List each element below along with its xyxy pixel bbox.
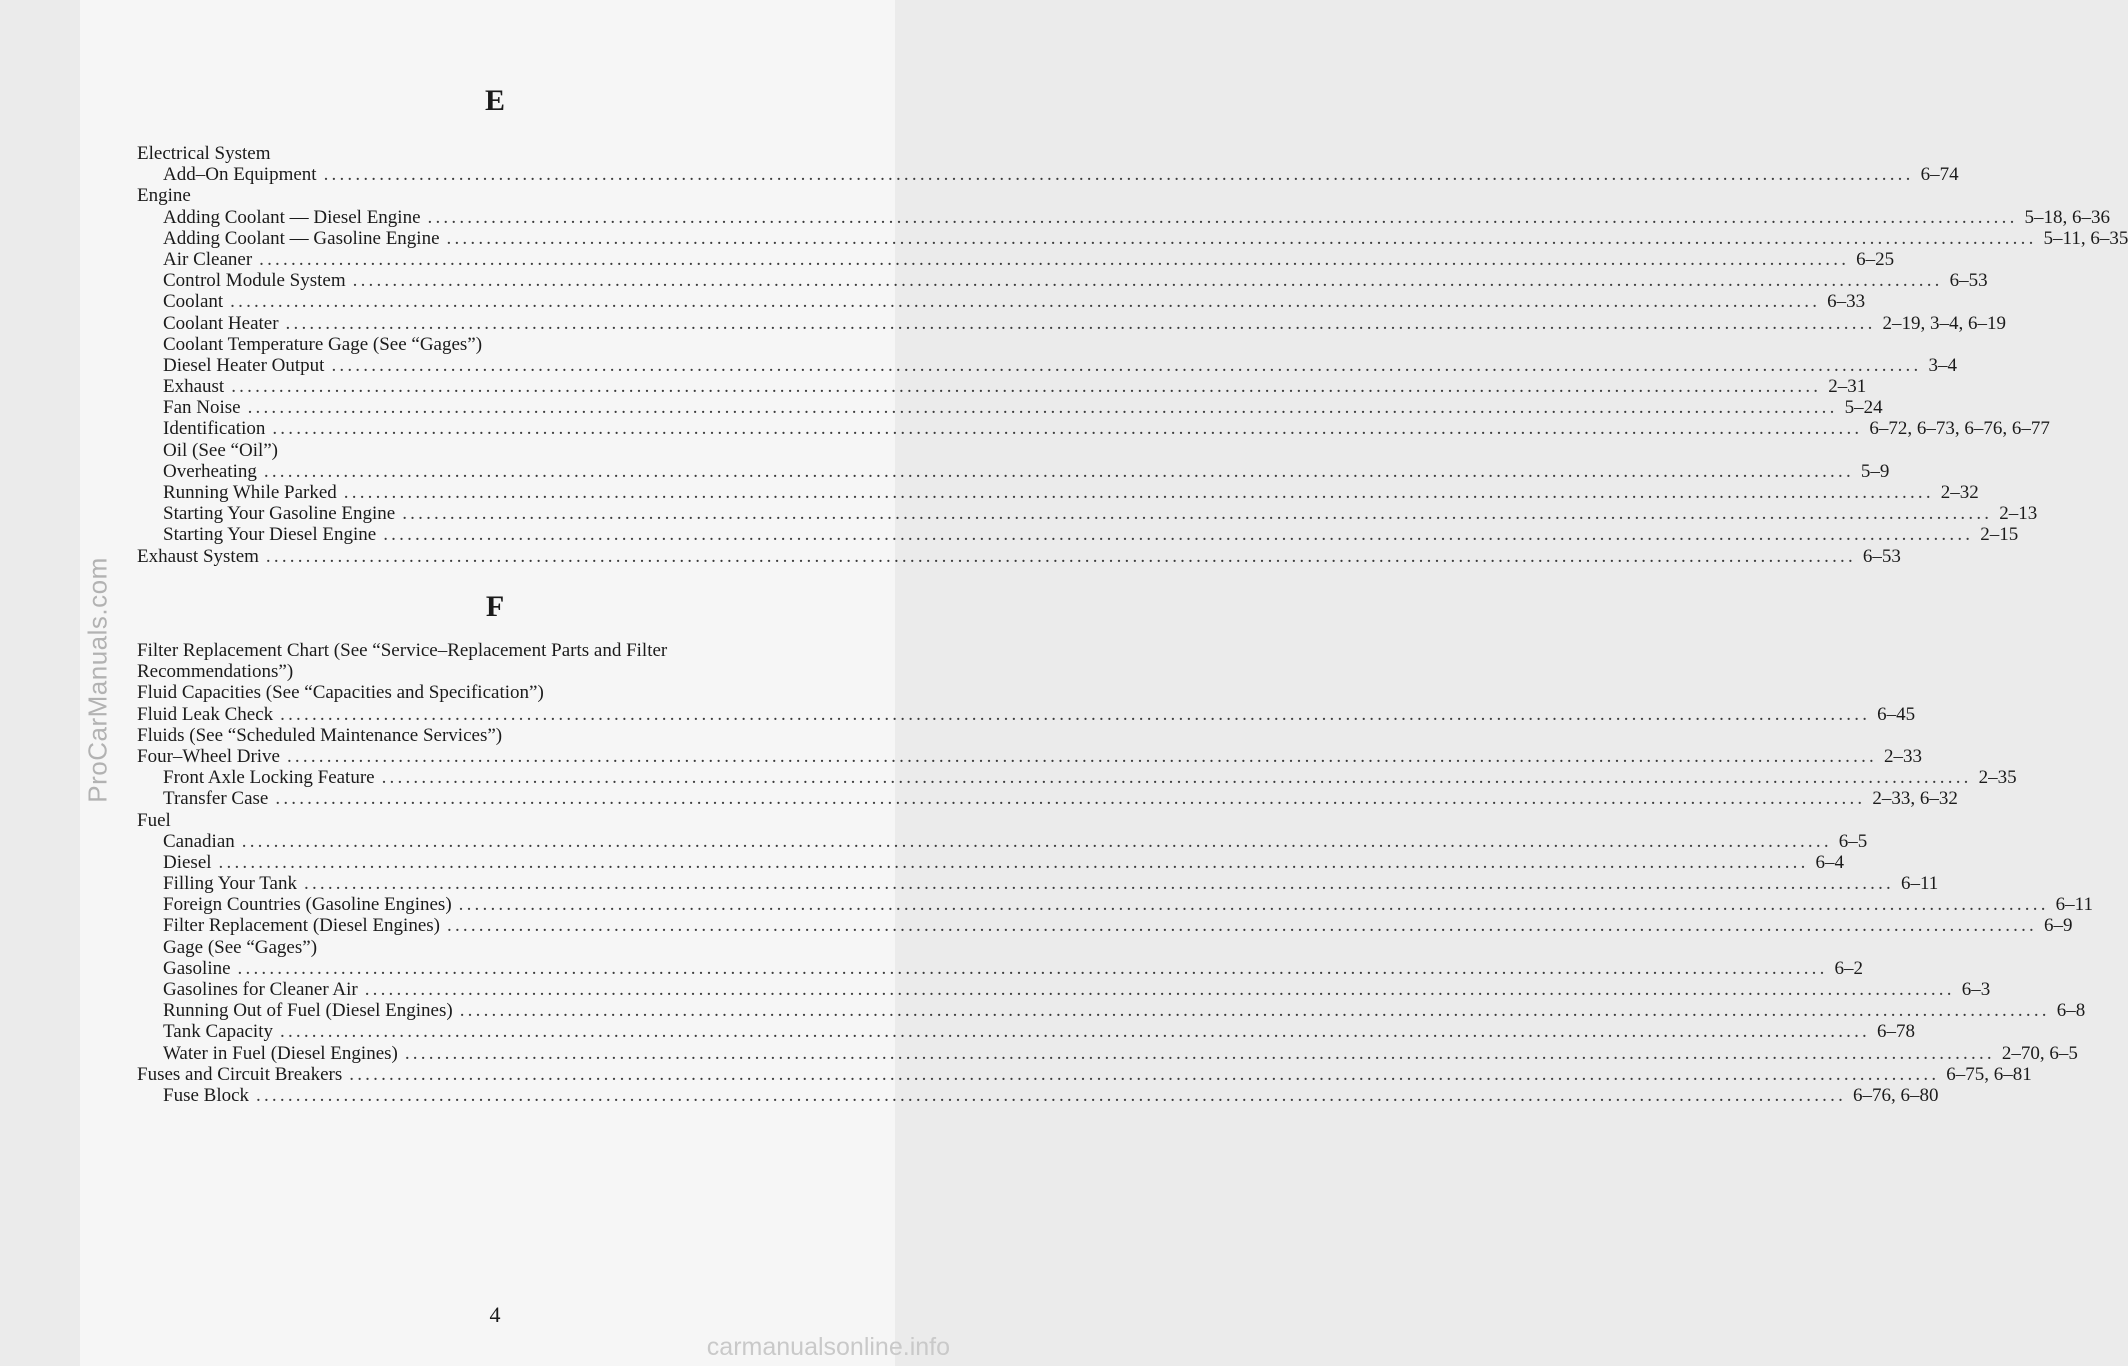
dot-leader: ........................................................................................................................................................................................................	[265, 545, 1856, 567]
index-term: Transfer Case	[163, 788, 269, 810]
dot-leader: ........................................................................................................................................................................................................	[364, 979, 1955, 1000]
dot-leader: ........................................................................................................................................................................................................	[280, 703, 1871, 725]
dot-leader: ........................................................................................................................................................................................................	[247, 397, 1838, 419]
index-term: Recommendations”)	[137, 661, 294, 683]
index-entry	[137, 1063, 2032, 1085]
index-entry	[137, 397, 1883, 419]
index-page-refs: 6–25	[1856, 248, 1895, 270]
index-entry	[137, 661, 841, 682]
dot-leader: ........................................................................................................................................................................................................	[218, 851, 1809, 873]
dot-leader: ........................................................................................................................................................................................................	[383, 524, 1974, 546]
index-term: Add–On Equipment	[163, 164, 317, 186]
index-term: Running While Parked	[163, 482, 337, 503]
index-page-refs: 2–70, 6–5	[2001, 1042, 2078, 1064]
index-entry	[137, 354, 1957, 376]
index-term: Four–Wheel Drive	[137, 745, 280, 767]
index-page-refs: 6–8	[2056, 1000, 2086, 1022]
dot-leader: ........................................................................................................................................................................................................	[459, 1000, 2050, 1022]
index-entry	[137, 788, 1958, 810]
index-entry	[137, 418, 2050, 440]
watermark-carmanualsonline: carmanualsonline.info	[706, 1333, 950, 1361]
index-entry	[137, 291, 1866, 313]
index-entry	[137, 206, 2111, 228]
dot-leader: ........................................................................................................................................................................................................	[381, 767, 1972, 789]
dot-leader: ........................................................................................................................................................................................................	[352, 270, 1943, 292]
dot-leader: ........................................................................................................................................................................................................	[304, 873, 1894, 895]
index-term: Engine	[137, 185, 191, 207]
index-page-refs: 6–53	[1949, 270, 1988, 292]
index-page-refs: 6–78	[1877, 1021, 1915, 1043]
index-term: Starting Your Diesel Engine	[163, 524, 377, 546]
index-entry	[137, 767, 2017, 789]
index-page-refs: 2–15	[1980, 524, 2019, 546]
index-page-refs: 6–74	[1920, 164, 1959, 186]
dot-leader: ........................................................................................................................................................................................................	[241, 830, 1832, 852]
index-entry	[137, 682, 841, 703]
index-term: Fuse Block	[163, 1084, 250, 1106]
index-page-refs: 2–19, 3–4, 6–19	[1882, 312, 2007, 334]
index-term: Gasolines for Cleaner Air	[163, 979, 358, 1000]
index-entry	[137, 979, 1991, 1000]
index-page-refs: 6–76, 6–80	[1853, 1084, 1939, 1106]
index-entry	[137, 725, 841, 746]
dot-leader: ........................................................................................................................................................................................................	[237, 957, 1828, 979]
index-term: Gage (See “Gages”)	[163, 936, 318, 958]
index-term: Front Axle Locking Feature	[163, 767, 375, 789]
index-entry	[137, 1042, 2078, 1064]
index-list-f	[137, 640, 2093, 1106]
index-term: Fluid Leak Check	[137, 703, 274, 725]
index-page-refs: 3–4	[1928, 354, 1957, 376]
dot-leader: ........................................................................................................................................................................................................	[349, 1063, 1940, 1085]
index-entry	[137, 640, 841, 661]
index-entry	[137, 1000, 2086, 1022]
dot-leader: ........................................................................................................................................................................................................	[285, 312, 1876, 334]
index-page-refs: 6–4	[1815, 851, 1845, 873]
index-term: Gasoline	[163, 957, 231, 979]
index-term: Diesel	[163, 851, 212, 873]
dot-leader: ........................................................................................................................................................................................................	[280, 1021, 1870, 1043]
dot-leader: ........................................................................................................................................................................................................	[263, 460, 1854, 482]
index-term: Fluids (See “Scheduled Maintenance Services”)	[137, 724, 503, 746]
watermark-procarmanuals: ProCarManuals.com	[82, 557, 113, 803]
index-term: Filter Replacement (Diesel Engines)	[163, 915, 440, 937]
index-entry	[137, 503, 2038, 525]
index-term: Diesel Heater Output	[163, 354, 325, 376]
index-entry	[137, 1084, 1939, 1106]
index-entry	[137, 873, 1939, 895]
index-page-refs: 6–2	[1834, 957, 1864, 979]
dot-leader: ........................................................................................................................................................................................................	[259, 248, 1850, 270]
index-entry	[137, 1021, 1915, 1043]
index-term: Filling Your Tank	[163, 873, 297, 895]
index-entry	[137, 851, 1845, 873]
index-term: Fan Noise	[163, 397, 241, 419]
index-page-refs: 6–3	[1961, 979, 1991, 1000]
index-term: Fuses and Circuit Breakers	[137, 1063, 343, 1085]
index-term: Foreign Countries (Gasoline Engines)	[163, 894, 452, 916]
index-entry	[137, 334, 841, 355]
index-page-refs: 6–9	[2044, 915, 2073, 937]
index-page-refs: 5–9	[1860, 460, 1890, 482]
index-term: Coolant	[163, 291, 224, 313]
index-page-refs: 6–75, 6–81	[1946, 1063, 2032, 1085]
index-entry	[137, 545, 1901, 567]
index-entry	[137, 312, 2007, 334]
dot-leader: ........................................................................................................................................................................................................	[446, 227, 2037, 249]
dot-leader: ........................................................................................................................................................................................................	[286, 745, 1877, 767]
index-term: Adding Coolant — Gasoline Engine	[163, 227, 440, 249]
dot-leader: ........................................................................................................................................................................................................	[275, 788, 1866, 810]
index-term: Air Cleaner	[163, 248, 253, 270]
index-page-refs: 2–13	[1999, 503, 2038, 525]
index-page-refs: 6–33	[1827, 291, 1866, 313]
dot-leader: ........................................................................................................................................................................................................	[343, 482, 1934, 503]
index-term: Coolant Temperature Gage (See “Gages”)	[163, 333, 483, 355]
index-page-refs: 5–18, 6–36	[2024, 206, 2111, 228]
index-entry	[137, 830, 1868, 852]
index-entry	[137, 524, 2019, 546]
index-page-refs: 6–53	[1862, 545, 1901, 567]
dot-leader: ........................................................................................................................................................................................................	[323, 164, 1914, 186]
index-page-refs: 6–72, 6–73, 6–76, 6–77	[1869, 418, 2050, 440]
dot-leader: ........................................................................................................................................................................................................	[272, 418, 1863, 440]
index-term: Canadian	[163, 830, 235, 852]
index-entry	[137, 703, 1916, 725]
index-list-e	[137, 143, 2128, 567]
index-entry	[137, 270, 1988, 292]
dot-leader: ........................................................................................................................................................................................................	[331, 354, 1922, 376]
dot-leader: ........................................................................................................................................................................................................	[256, 1084, 1847, 1106]
index-entry	[137, 227, 2128, 249]
index-term: Exhaust System	[137, 545, 259, 567]
index-page-refs: 2–35	[1978, 767, 2017, 789]
index-entry	[137, 894, 2093, 916]
index-term: Starting Your Gasoline Engine	[163, 503, 396, 525]
index-term: Adding Coolant — Diesel Engine	[163, 206, 421, 228]
dot-leader: ........................................................................................................................................................................................................	[231, 376, 1822, 398]
index-term: Control Module System	[163, 270, 346, 292]
index-term: Fuel	[137, 809, 171, 831]
index-entry	[137, 440, 841, 461]
index-entry	[137, 460, 1890, 482]
section-heading-e: E	[484, 84, 505, 117]
index-page-refs: 5–11, 6–35	[2043, 227, 2128, 249]
index-entry	[137, 376, 1867, 398]
index-entry	[137, 164, 1959, 186]
index-term: Fluid Capacities (See “Capacities and Specification”)	[137, 682, 544, 704]
index-entry	[137, 482, 1979, 503]
index-term: Identification	[163, 418, 266, 440]
index-page-refs: 2–33	[1883, 745, 1922, 767]
index-entry	[137, 957, 1864, 979]
dot-leader: ........................................................................................................................................................................................................	[447, 915, 2037, 937]
index-entry	[137, 185, 841, 206]
index-page-refs: 6–11	[2055, 894, 2093, 916]
dot-leader: ........................................................................................................................................................................................................	[458, 894, 2049, 916]
index-entry	[137, 745, 1922, 767]
index-page-refs: 2–32	[1940, 482, 1979, 503]
index-entry	[137, 143, 841, 164]
index-term: Tank Capacity	[163, 1021, 273, 1043]
index-term: Filter Replacement Chart (See “Service–Replacement Parts and Filter	[137, 640, 668, 661]
index-term: Oil (See “Oil”)	[163, 439, 279, 461]
index-page-refs: 6–5	[1838, 830, 1868, 852]
dot-leader: ........................................................................................................................................................................................................	[402, 503, 1993, 525]
index-term: Water in Fuel (Diesel Engines)	[163, 1042, 398, 1064]
dot-leader: ........................................................................................................................................................................................................	[230, 291, 1821, 313]
index-page-refs: 5–24	[1844, 397, 1883, 419]
page-number: 4	[489, 1302, 501, 1327]
index-term: Coolant Heater	[163, 312, 279, 334]
section-heading-f: F	[485, 590, 505, 623]
dot-leader: ........................................................................................................................................................................................................	[427, 206, 2018, 228]
index-page-refs: 6–11	[1901, 873, 1939, 895]
index-page-refs: 6–45	[1877, 703, 1916, 725]
index-term: Running Out of Fuel (Diesel Engines)	[163, 1000, 453, 1022]
index-entry	[137, 937, 841, 958]
index-page-refs: 2–33, 6–32	[1872, 788, 1958, 810]
index-entry	[137, 810, 841, 831]
index-entry	[137, 248, 1895, 270]
index-entry	[137, 915, 2073, 937]
dot-leader: ........................................................................................................................................................................................................	[404, 1042, 1995, 1064]
index-term: Overheating	[163, 460, 257, 482]
index-term: Electrical System	[137, 143, 271, 164]
index-term: Exhaust	[163, 376, 225, 398]
index-page-refs: 2–31	[1828, 376, 1867, 398]
